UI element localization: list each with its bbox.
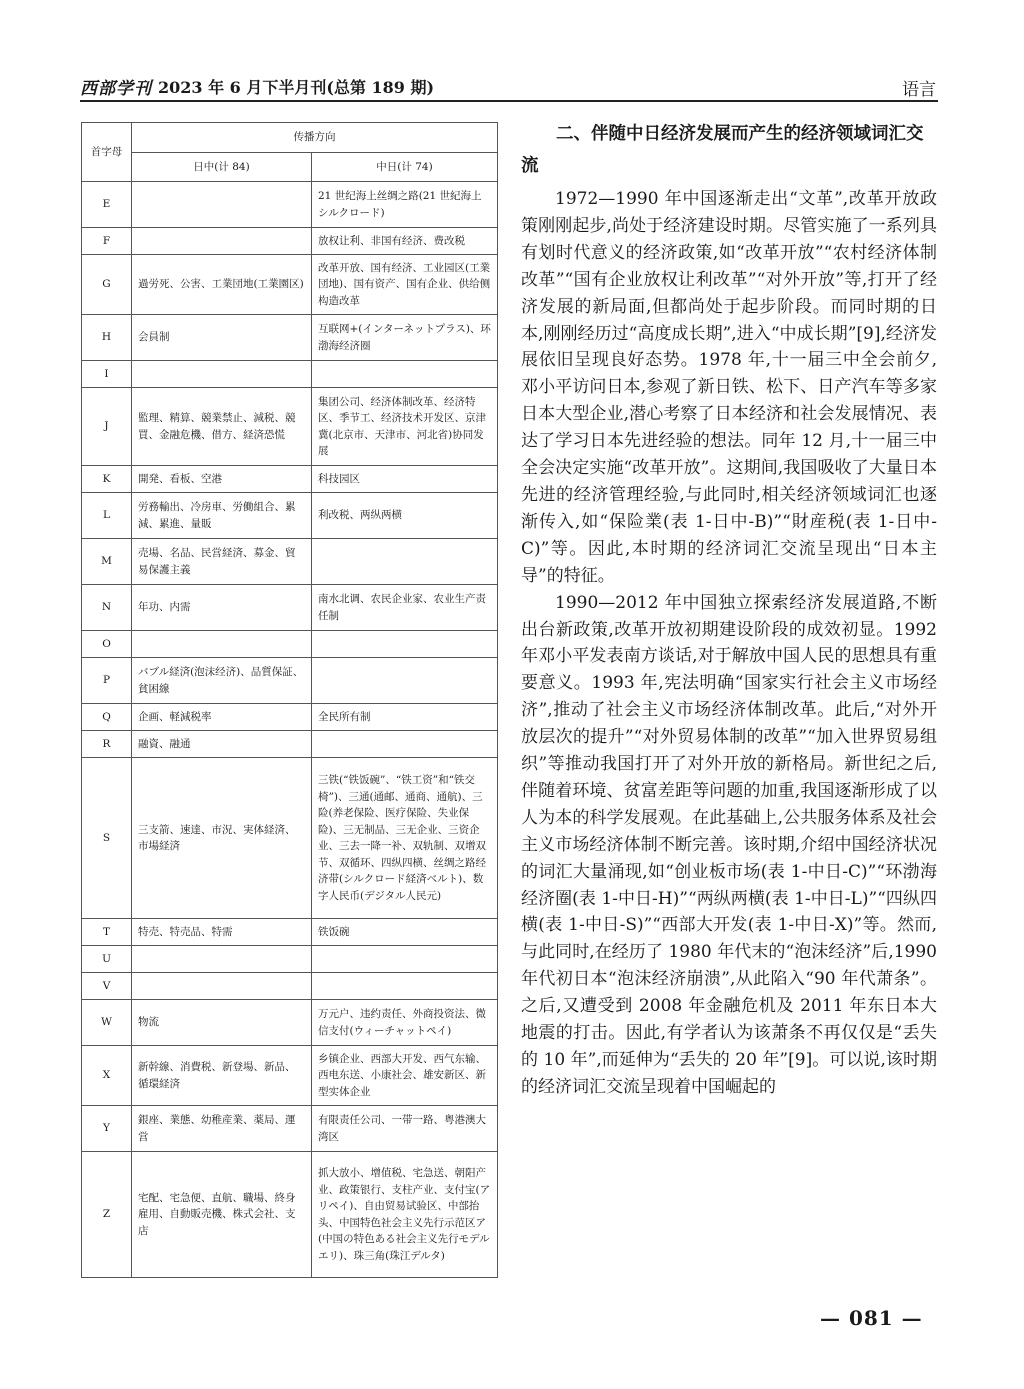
cell-cn-ja: 万元户、违约责任、外商投资法、微信支付(ウィーチャットペイ) bbox=[312, 1000, 498, 1046]
journal-logo: 西部学刊 bbox=[80, 79, 152, 99]
cell-ja-cn: 企画、軽減税率 bbox=[132, 704, 312, 731]
cell-cn-ja: 互联网+(インターネットプラス)、环渤海经济圈 bbox=[312, 315, 498, 361]
table-row bbox=[82, 731, 498, 758]
row-initial: H bbox=[82, 315, 132, 361]
cell-cn-ja bbox=[312, 731, 498, 758]
cell-cn-ja bbox=[312, 539, 498, 585]
table-header-initial: 首字母 bbox=[82, 123, 132, 182]
cell-cn-ja: 铁饭碗 bbox=[312, 919, 498, 946]
table-row bbox=[82, 919, 498, 946]
cell-cn-ja: 有限责任公司、一带一路、粤港澳大湾区 bbox=[312, 1106, 498, 1152]
table-row bbox=[82, 493, 498, 539]
table-row bbox=[82, 704, 498, 731]
cell-ja-cn: 過労死、公害、工業団地(工業園区) bbox=[132, 255, 312, 315]
cell-ja-cn: 新幹線、消費税、新登場、新品、循環経済 bbox=[132, 1046, 312, 1106]
cell-ja-cn: 売場、名品、民営経済、募金、貿易保護主義 bbox=[132, 539, 312, 585]
row-initial: E bbox=[82, 182, 132, 228]
cell-ja-cn bbox=[132, 973, 312, 1000]
cell-cn-ja: 放权让利、非国有经济、费改税 bbox=[312, 228, 498, 255]
cell-ja-cn: 監理、精算、競業禁止、減税、競買、金融危機、借方、経済恐慌 bbox=[132, 388, 312, 466]
cell-cn-ja: 科技园区 bbox=[312, 466, 498, 493]
cell-ja-cn: 物流 bbox=[132, 1000, 312, 1046]
row-initial: I bbox=[82, 361, 132, 388]
row-initial: Q bbox=[82, 704, 132, 731]
vocabulary-table bbox=[81, 122, 498, 1278]
row-initial: X bbox=[82, 1046, 132, 1106]
cell-cn-ja bbox=[312, 658, 498, 704]
cell-ja-cn: 銀座、業態、幼稚産業、薬局、運営 bbox=[132, 1106, 312, 1152]
table-row bbox=[82, 1046, 498, 1106]
table-row bbox=[82, 1106, 498, 1152]
table-row bbox=[82, 1152, 498, 1278]
cell-cn-ja bbox=[312, 361, 498, 388]
cell-ja-cn: バブル経済(泡沫经济)、品質保証、貧困線 bbox=[132, 658, 312, 704]
cell-ja-cn bbox=[132, 182, 312, 228]
table-row bbox=[82, 182, 498, 228]
cell-ja-cn: 特売、特売品、特需 bbox=[132, 919, 312, 946]
row-initial: T bbox=[82, 919, 132, 946]
cell-ja-cn: 年功、内需 bbox=[132, 585, 312, 631]
row-initial: K bbox=[82, 466, 132, 493]
cell-ja-cn bbox=[132, 228, 312, 255]
row-initial: S bbox=[82, 758, 132, 919]
cell-cn-ja bbox=[312, 631, 498, 658]
section-heading: 二、伴随中日经济发展而产生的经济领域词汇交流 bbox=[521, 124, 924, 176]
cell-cn-ja: 利改税、两纵两横 bbox=[312, 493, 498, 539]
cell-cn-ja bbox=[312, 946, 498, 973]
row-initial: N bbox=[82, 585, 132, 631]
page-number: — 081 — bbox=[820, 1306, 923, 1330]
table-row bbox=[82, 758, 498, 919]
cell-cn-ja: 乡镇企业、西部大开发、西气东输、西电东送、小康社会、雄安新区、新型实体企业 bbox=[312, 1046, 498, 1106]
cell-ja-cn bbox=[132, 361, 312, 388]
table-row bbox=[82, 539, 498, 585]
row-initial: W bbox=[82, 1000, 132, 1046]
cell-cn-ja: 集团公司、经济体制改革、经济特区、季节工、经济技术开发区、京津冀(北京市、天津市、河北省)协同发展 bbox=[312, 388, 498, 466]
cell-cn-ja bbox=[312, 973, 498, 1000]
paragraph: 1990—2012 年中国独立探索经济发展道路,不断出台新政策,改革开放初期建设阶段的成效初显。1992 年邓小平发表南方谈话,对于解放中国人民的思想具有重要意义。1993 年,宪法明确“国家实行社会主义市场经济”,推动了社会主义市场经济体制改革。此后,“对外开放层次的提升”“对外贸易体制的改革”“加入世界贸易组织”等推动我国打开了对外开放的新格局。新世纪之后,伴随着环境、贫富差距等问题的加重,我国逐渐形成了以人为本的科学发展观。在此基础上,公共服务体系及社会主义市场经济体制不断完善。该时期,介绍中国经济状况的词汇大量涌现,如“创业板市场(表 1-中日-C)”“环渤海经济圈(表 1-中日-H)”“两纵两横(表 1-中日-L)”“四纵四横(表 1-中日-S)”“西部大开发(表 1-中日-X)”等。然而,与此同时,在经历了 1980 年代末的“泡沫经济”后,1990 年代初日本“泡沫经济崩溃”,从此陷入“90 年代萧条”。之后,又遭受到 2008 年金融危机及 2011 年东日本大地震的打击。因此,有学者认为该萧条不再仅仅是“丢失的 10 年”,而延伸为“丢失的 20 年”[9]。可以说,该时期的经济词汇交流呈现着中国崛起的 bbox=[521, 592, 937, 1097]
cell-cn-ja: 三铁(“铁饭碗”、“铁工资”和“铁交椅”)、三通(通邮、通商、通航)、三险(养老保险、医疗保险、失业保险)、三无制品、三无企业、三资企业、三去一降一补、双轨制、双增双节、双循环、四纵四横、丝绸之路经济带(シルクロード経済ベルト)、数字人民币(デジタル人民元) bbox=[312, 758, 498, 919]
cell-ja-cn: 融資、融通 bbox=[132, 731, 312, 758]
cell-cn-ja: 全民所有制 bbox=[312, 704, 498, 731]
table-header-cn-ja: 中日(计 74) bbox=[312, 153, 498, 182]
cell-ja-cn: 会員制 bbox=[132, 315, 312, 361]
row-initial: M bbox=[82, 539, 132, 585]
cell-ja-cn: 労務輸出、冷房車、労働組合、累減、累進、量販 bbox=[132, 493, 312, 539]
table-row bbox=[82, 466, 498, 493]
row-initial: Y bbox=[82, 1106, 132, 1152]
table-row bbox=[82, 388, 498, 466]
table-row bbox=[82, 1000, 498, 1046]
row-initial: G bbox=[82, 255, 132, 315]
row-initial: U bbox=[82, 946, 132, 973]
article-column bbox=[521, 118, 937, 1101]
table-row bbox=[82, 361, 498, 388]
cell-ja-cn: 開発、看板、空港 bbox=[132, 466, 312, 493]
cell-ja-cn bbox=[132, 631, 312, 658]
table-row bbox=[82, 946, 498, 973]
table-header-ja-cn: 日中(计 84) bbox=[132, 153, 312, 182]
row-initial: J bbox=[82, 388, 132, 466]
cell-cn-ja: 抓大放小、增值税、宅急送、朝阳产业、政策银行、支柱产业、支付宝(アリペイ)、自由贸易试验区、中部抬头、中国特色社会主义先行示范区ア(中国の特色ある社会主义先行モデルエリ)、珠三角(珠江デルタ) bbox=[312, 1152, 498, 1278]
cell-cn-ja: 南水北调、农民企业家、农业生产责任制 bbox=[312, 585, 498, 631]
table-row bbox=[82, 658, 498, 704]
row-initial: Z bbox=[82, 1152, 132, 1278]
row-initial: P bbox=[82, 658, 132, 704]
section-label: 语言 bbox=[902, 80, 936, 100]
row-initial: R bbox=[82, 731, 132, 758]
cell-cn-ja: 改革开放、国有经济、工业园区(工業団地)、国有资产、国有企业、供给侧构造改革 bbox=[312, 255, 498, 315]
running-header bbox=[80, 70, 938, 102]
table-row bbox=[82, 255, 498, 315]
table-header-direction: 传播方向 bbox=[132, 123, 498, 153]
row-initial: O bbox=[82, 631, 132, 658]
paragraph: 1972—1990 年中国逐渐走出“文革”,改革开放政策刚刚起步,尚处于经济建设时期。尽管实施了一系列具有划时代意义的经济政策,如“改革开放”“农村经济体制改革”“国有企业放权让利改革”“对外开放”等,打开了经济发展的新局面,但都尚处于起步阶段。而同时期的日本,刚刚经历过“高度成长期”,进入“中成长期”[9],经济发展依旧呈现良好态势。1978 年,十一届三中全会前夕,邓小平访问日本,参观了新日铁、松下、日产汽车等多家日本大型企业,潜心考察了日本经济和社会发展情况、表达了学习日本先进经验的想法。同年 12 月,十一届三中全会决定实施“改革开放”。这期间,我国吸收了大量日本先进的经济管理经验,与此同时,相关经济领域词汇也逐渐传入,如“保险業(表 1-日中-B)”“財産税(表 1-日中-C)”等。因此,本时期的经济词汇交流呈现出“日本主导”的特征。 bbox=[521, 189, 937, 586]
table-row bbox=[82, 315, 498, 361]
table-row bbox=[82, 631, 498, 658]
cell-ja-cn: 宅配、宅急便、直航、職場、終身雇用、自動販売機、株式会社、支店 bbox=[132, 1152, 312, 1278]
table-row bbox=[82, 585, 498, 631]
cell-ja-cn: 三支箭、速達、市況、実体経済、市場経済 bbox=[132, 758, 312, 919]
issue-info: 2023 年 6 月下半月刊(总第 189 期) bbox=[158, 78, 435, 97]
table-body bbox=[82, 182, 498, 1278]
row-initial: L bbox=[82, 493, 132, 539]
cell-cn-ja: 21 世纪海上丝绸之路(21 世紀海上シルクロード) bbox=[312, 182, 498, 228]
row-initial: F bbox=[82, 228, 132, 255]
table-row bbox=[82, 973, 498, 1000]
cell-ja-cn bbox=[132, 946, 312, 973]
row-initial: V bbox=[82, 973, 132, 1000]
table-row bbox=[82, 228, 498, 255]
